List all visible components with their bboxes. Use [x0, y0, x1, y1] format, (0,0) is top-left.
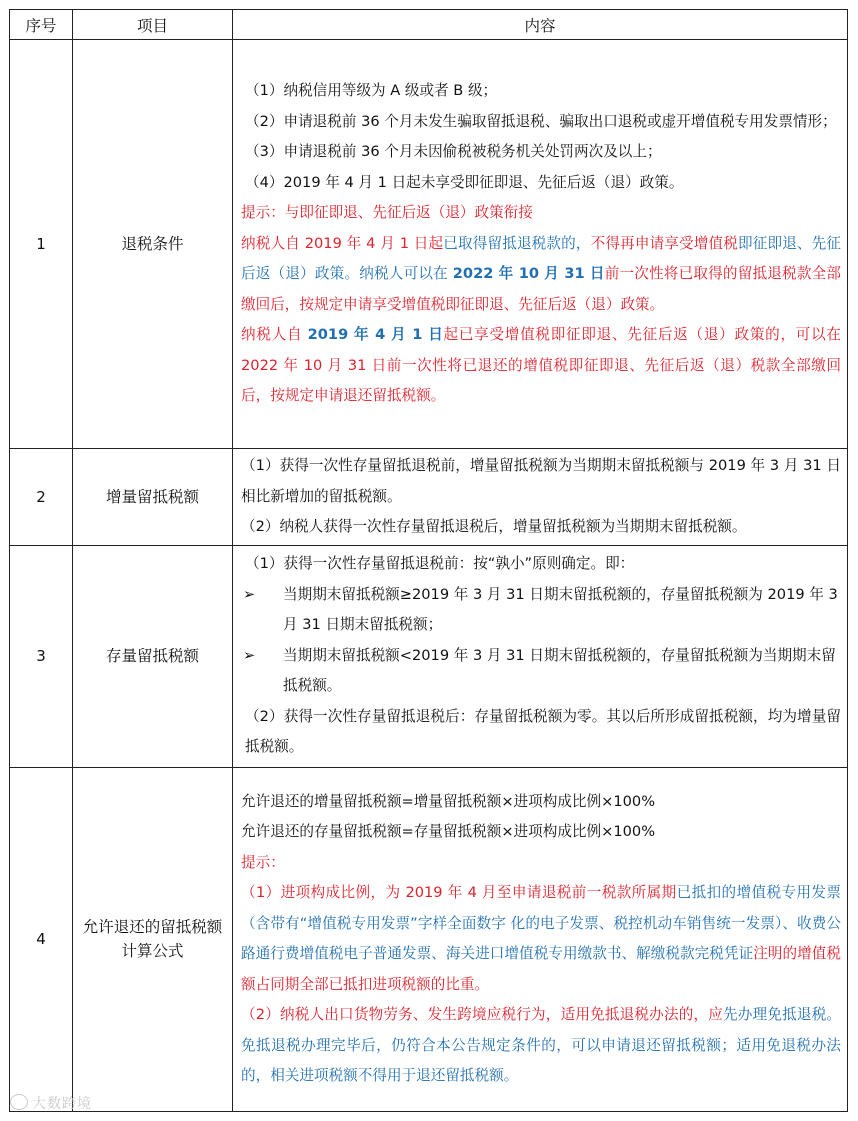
- condition-line: （4）2019 年 4 月 1 日起未享受即征即退、先征后返（退）政策。: [245, 173, 684, 191]
- row-number: 3: [10, 545, 73, 767]
- row-content: [233, 449, 848, 546]
- condition-line: （3）申请退税前 36 个月未因偷税被税务机关处罚两次及以上；: [245, 143, 662, 161]
- watermark: 大数跨境: [10, 1093, 92, 1113]
- header-row: [10, 10, 848, 40]
- row-number: 1: [10, 40, 73, 449]
- row-item: 存量留抵税额: [73, 545, 233, 767]
- table-row: [10, 545, 848, 767]
- content-line: （2）纳税人获得一次性存量留抵退税后，增量留抵税额为当期期末留抵税额。: [241, 518, 747, 535]
- tip-paragraph: （1）进项构成比例，为 2019 年 4 月至申请退税前一税款所属期已抵扣的增值税专用发票（含带有“增值税专用发票”字样全面数字 化的电子发票、税控机动车销售统一发票）、收费公路通行费增值税电子普通发票、海关进口增值税专用缴款书、解缴税款完税凭证注明的增值税额占同期全部已抵扣进项税额的比重。: [241, 884, 841, 993]
- row-item: 允许退还的留抵税额计算公式: [73, 767, 233, 1111]
- row-content: [233, 40, 848, 449]
- row-number: 2: [10, 449, 73, 546]
- row-item: 增量留抵税额: [73, 449, 233, 546]
- arrow-bullet-icon: ➢: [243, 646, 256, 664]
- header-item: 项目: [73, 10, 233, 40]
- condition-line: （1）纳税信用等级为 A 级或者 B 级；: [245, 82, 498, 100]
- formula-line: 允许退还的增量留抵税额=增量留抵税额×进项构成比例×100%: [241, 792, 656, 810]
- content-line: （1）获得一次性存量留抵退税前，增量留抵税额为当期期末留抵税额与 2019 年 3 月 31 日相比新增加的留抵税额。: [241, 457, 841, 505]
- row-item: 退税条件: [73, 40, 233, 449]
- tip-paragraph: （2）纳税人出口货物劳务、发生跨境应税行为，适用免抵退税办法的，应先办理免抵退税。免抵退税办理完毕后，仍符合本公告规定条件的，可以申请退还留抵税额；适用免退税办法的，相关进项税额不得用于退还留抵税额。: [241, 1006, 841, 1084]
- header-no: 序号: [10, 10, 73, 40]
- table-row: [10, 40, 848, 449]
- content-line: （1）获得一次性存量留抵退税前：按“孰小”原则确定。即：: [245, 555, 635, 573]
- content-line: （2）获得一次性存量留抵退税后：存量留抵税额为零。其以后所形成留抵税额，均为增量留抵税额。: [245, 707, 841, 756]
- condition-line: （2）申请退税前 36 个月未发生骗取留抵退税、骗取出口退税或虚开增值税专用发票情形；: [245, 112, 837, 130]
- tip-paragraph: 纳税人自 2019 年 4 月 1 日起已取得留抵退税款的，不得再申请享受增值税即征即退、先征后返（退）政策。纳税人可以在 2022 年 10 月 31 日前一次性将已取得的留抵退税款全部缴回后，按规定申请享受增值税即征即退、先征后返（退）政策。: [241, 234, 841, 313]
- table-row: [10, 767, 848, 1111]
- formula-line: 允许退还的存量留抵税额=存量留抵税额×进项构成比例×100%: [241, 823, 656, 840]
- tip-paragraph: 纳税人自 2019 年 4 月 1 日起已享受增值税即征即退、先征后返（退）政策的，可以在 2022 年 10 月 31 日前一次性将已退还的增值税即征即退、先征后返（退）税款全部缴回后，按规定申请退还留抵税额。: [241, 326, 841, 405]
- tip-line: 提示：: [241, 853, 285, 871]
- watermark-logo-icon: [10, 1094, 28, 1110]
- header-content: 内容: [233, 10, 848, 40]
- tip-line: 提示：与即征即退、先征后返（退）政策衔接: [241, 204, 533, 222]
- row-content: [233, 545, 848, 767]
- table-row: [10, 449, 848, 546]
- row-number: 4: [10, 767, 73, 1111]
- list-item: ➢ 当期期末留抵税额≥2019 年 3 月 31 日期末留抵税额的，存量留抵税额为 2019 年 3 月 31 日期末留抵税额；: [241, 580, 841, 641]
- list-item: ➢ 当期期末留抵税额<2019 年 3 月 31 日期末留抵税额的，存量留抵税额为当期期末留抵税额。: [241, 641, 841, 702]
- row-content: [233, 767, 848, 1111]
- arrow-bullet-icon: ➢: [243, 585, 256, 603]
- policy-table: [9, 9, 848, 1112]
